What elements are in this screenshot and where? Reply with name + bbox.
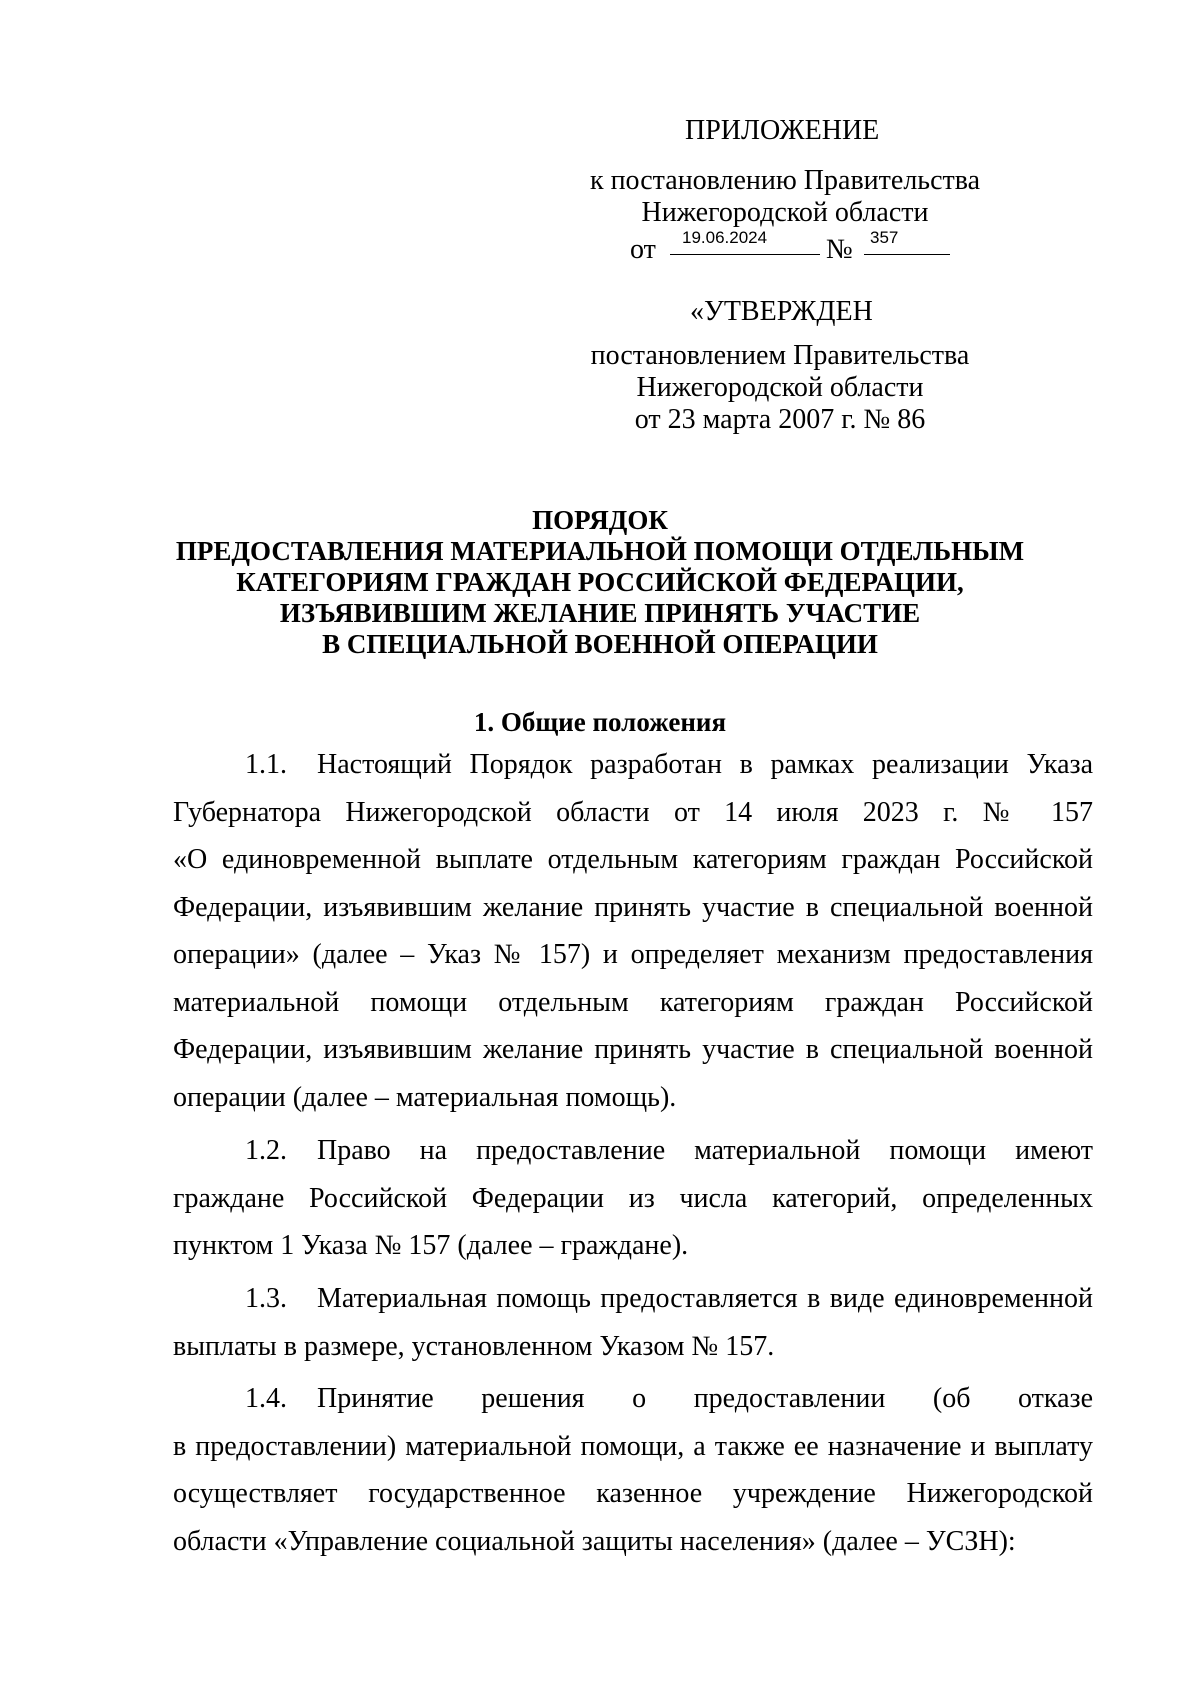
paragraph-1-3: [173, 1275, 1093, 1370]
paragraph-line: Федерации, изъявившим желание принять участие в специальной военной: [173, 891, 1093, 923]
title-line: В СПЕЦИАЛЬНОЙ ВОЕННОЙ ОПЕРАЦИИ: [322, 629, 878, 659]
title-line: ИЗЪЯВИВШИМ ЖЕЛАНИЕ ПРИНЯТЬ УЧАСТИЕ: [279, 598, 921, 628]
title-line: КАТЕГОРИЯМ ГРАЖДАН РОССИЙСКОЙ ФЕДЕРАЦИИ,: [236, 567, 964, 597]
paragraph-number: 1.3.: [245, 1283, 287, 1314]
paragraph-line: в предоставлении) материальной помощи, а также ее назначение и выплату: [173, 1430, 1093, 1462]
approved-title: «УТВЕРЖДЕН: [690, 296, 873, 327]
paragraph-line: области «Управление социальной защиты населения» (далее – УСЗН):: [173, 1525, 1016, 1557]
paragraph-line: осуществляет государственное казенное учреждение Нижегородской: [173, 1478, 1093, 1509]
number-blank-line: [864, 254, 950, 255]
appendix-line: к постановлению Правительства: [589, 165, 981, 196]
approved-line: Нижегородской области: [636, 372, 924, 403]
paragraph-line: 1.3. Материальная помощь предоставляется в виде единовременной: [173, 1275, 1093, 1323]
document-title: [100, 505, 1100, 660]
approved-line: постановлением Правительства: [590, 340, 970, 371]
paragraph-line: 1.4. Принятие решения о предоставлении (об отказе: [173, 1375, 1093, 1423]
paragraph-1-2: [173, 1127, 1093, 1270]
approved-line: от 23 марта 2007 г. № 86: [634, 404, 926, 435]
paragraph-line: выплаты в размере, установленном Указом № 157.: [173, 1330, 775, 1362]
title-line: ПОРЯДОК: [532, 505, 668, 535]
paragraph-line: операции» (далее – Указ № 157) и определяет механизм предоставления: [173, 939, 1093, 970]
appendix-title: ПРИЛОЖЕНИЕ: [685, 115, 880, 146]
date-value: 19.06.2024: [682, 228, 768, 247]
paragraph-line: Губернатора Нижегородской области от 14 июля 2023 г. № 157: [173, 796, 1093, 828]
paragraph-line: граждане Российской Федерации из числа категорий, определенных: [173, 1182, 1093, 1214]
paragraph-line: Федерации, изъявившим желание принять участие в специальной военной: [173, 1034, 1093, 1065]
appendix-reference: [575, 165, 995, 229]
paragraph-line: операции (далее – материальная помощь).: [173, 1081, 677, 1113]
paragraph-number: 1.1.: [245, 749, 287, 780]
paragraph-number: 1.4.: [245, 1383, 287, 1414]
paragraph-1-4: [173, 1375, 1093, 1565]
number-value: 357: [870, 228, 899, 247]
section-title: 1. Общие положения: [473, 707, 727, 737]
appendix-line: Нижегородской области: [641, 197, 929, 228]
paragraph-number: 1.2.: [245, 1135, 287, 1166]
paragraph-1-1: [173, 741, 1093, 1121]
paragraph-line: 1.1. Настоящий Порядок разработан в рамках реализации Указа: [173, 741, 1093, 789]
appendix-date-line: [630, 228, 950, 264]
date-blank-line: [670, 254, 820, 255]
number-sign: №: [826, 234, 853, 265]
approved-reference: [570, 340, 990, 436]
paragraph-line: «О единовременной выплате отдельным категориям граждан Российской: [173, 844, 1093, 875]
paragraph-line: пунктом 1 Указа № 157 (далее – граждане).: [173, 1230, 689, 1261]
date-prefix: от: [630, 234, 656, 265]
paragraph-line: материальной помощи отдельным категориям граждан Российской: [173, 986, 1093, 1018]
paragraph-line: 1.2. Право на предоставление материальной помощи имеют: [173, 1127, 1093, 1175]
title-line: ПРЕДОСТАВЛЕНИЯ МАТЕРИАЛЬНОЙ ПОМОЩИ ОТДЕЛЬНЫМ: [175, 536, 1025, 566]
